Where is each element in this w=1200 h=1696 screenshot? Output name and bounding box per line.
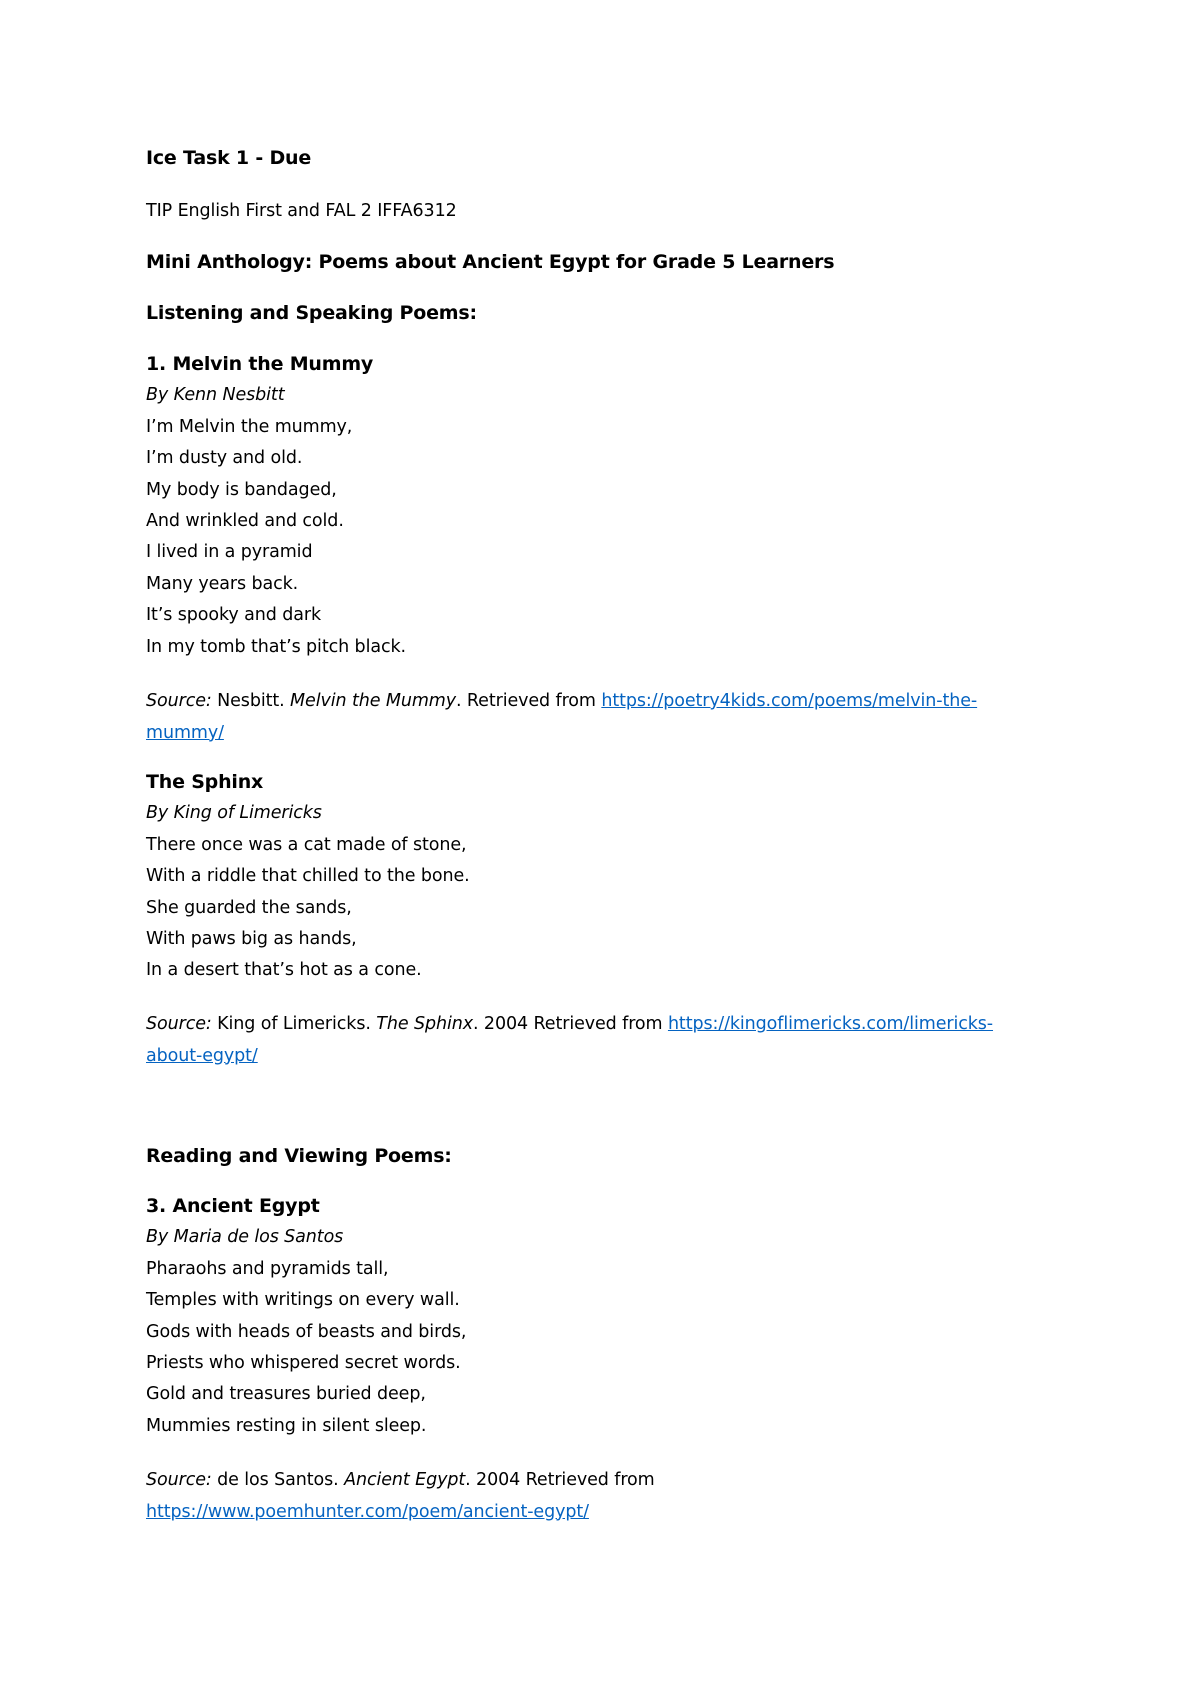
source-work-title: Melvin the Mummy <box>290 691 456 711</box>
poem-line: It’s spooky and dark <box>146 605 321 626</box>
poem-the-sphinx <box>146 767 470 987</box>
poem-line: With paws big as hands, <box>146 928 357 949</box>
source-label: Source: <box>146 691 212 711</box>
source-suffix: . 2004 Retrieved from <box>473 1014 668 1034</box>
source-citation-sphinx <box>146 1009 993 1072</box>
source-link[interactable]: https://www.poemhunter.com/poem/ancient-egypt/ <box>146 1501 589 1522</box>
poem-line: Many years back. <box>146 573 299 594</box>
poem-author: By King of Limericks <box>146 803 322 824</box>
poem-line: I’m Melvin the mummy, <box>146 416 353 437</box>
poem-ancient-egypt <box>146 1191 466 1442</box>
poem-author: By Kenn Nesbitt <box>146 385 285 406</box>
poem-line: And wrinkled and cold. <box>146 510 344 531</box>
source-work-title: Ancient Egypt <box>344 1470 466 1490</box>
source-prefix: Nesbitt. <box>211 691 291 711</box>
source-citation-melvin <box>146 686 977 749</box>
poem-line: There once was a cat made of stone, <box>146 834 467 855</box>
source-link[interactable]: https://kingoflimericks.com/limericks- <box>667 1014 994 1034</box>
poem-line: With a riddle that chilled to the bone. <box>146 866 470 887</box>
source-work-title: The Sphinx <box>376 1014 473 1034</box>
source-suffix: . Retrieved from <box>455 691 602 711</box>
poem-title: The Sphinx <box>146 771 264 793</box>
poem-line: Gods with heads of beasts and birds, <box>146 1321 467 1342</box>
poem-line: She guarded the sands, <box>146 897 352 918</box>
task-title: Ice Task 1 - Due <box>146 147 312 169</box>
poem-line: In a desert that’s hot as a cone. <box>146 960 422 981</box>
poem-title: 1. Melvin the Mummy <box>146 353 374 375</box>
poem-author: By Maria de los Santos <box>146 1227 344 1248</box>
source-prefix: de los Santos. <box>211 1470 345 1490</box>
poem-line: Pharaohs and pyramids tall, <box>146 1258 389 1279</box>
source-label: Source: <box>146 1014 212 1034</box>
poem-line: I’m dusty and old. <box>146 448 303 469</box>
source-prefix: King of Limericks. <box>211 1014 377 1034</box>
source-suffix: . 2004 Retrieved from <box>465 1470 655 1490</box>
poem-line: In my tomb that’s pitch black. <box>146 636 406 657</box>
source-link-continuation[interactable]: about-egypt/ <box>146 1045 258 1066</box>
source-link[interactable]: https://poetry4kids.com/poems/melvin-the- <box>601 691 978 711</box>
poem-line: Mummies resting in silent sleep. <box>146 1415 427 1436</box>
poem-line: Gold and treasures buried deep, <box>146 1384 426 1405</box>
source-label: Source: <box>146 1470 212 1490</box>
source-link-continuation[interactable]: mummy/ <box>146 722 224 743</box>
anthology-title: Mini Anthology: Poems about Ancient Egypt for Grade 5 Learners <box>146 251 835 273</box>
section-heading-reading: Reading and Viewing Poems: <box>146 1145 452 1167</box>
poem-line: I lived in a pyramid <box>146 542 313 563</box>
course-code: TIP English First and FAL 2 IFFA6312 <box>146 201 457 221</box>
poem-line: Temples with writings on every wall. <box>146 1290 460 1311</box>
poem-line: Priests who whispered secret words. <box>146 1352 461 1373</box>
poem-title: 3. Ancient Egypt <box>146 1195 320 1217</box>
poem-line: My body is bandaged, <box>146 479 337 500</box>
source-citation-ancient-egypt <box>146 1465 655 1528</box>
section-heading-listening: Listening and Speaking Poems: <box>146 302 477 324</box>
poem-melvin-the-mummy <box>146 349 406 663</box>
